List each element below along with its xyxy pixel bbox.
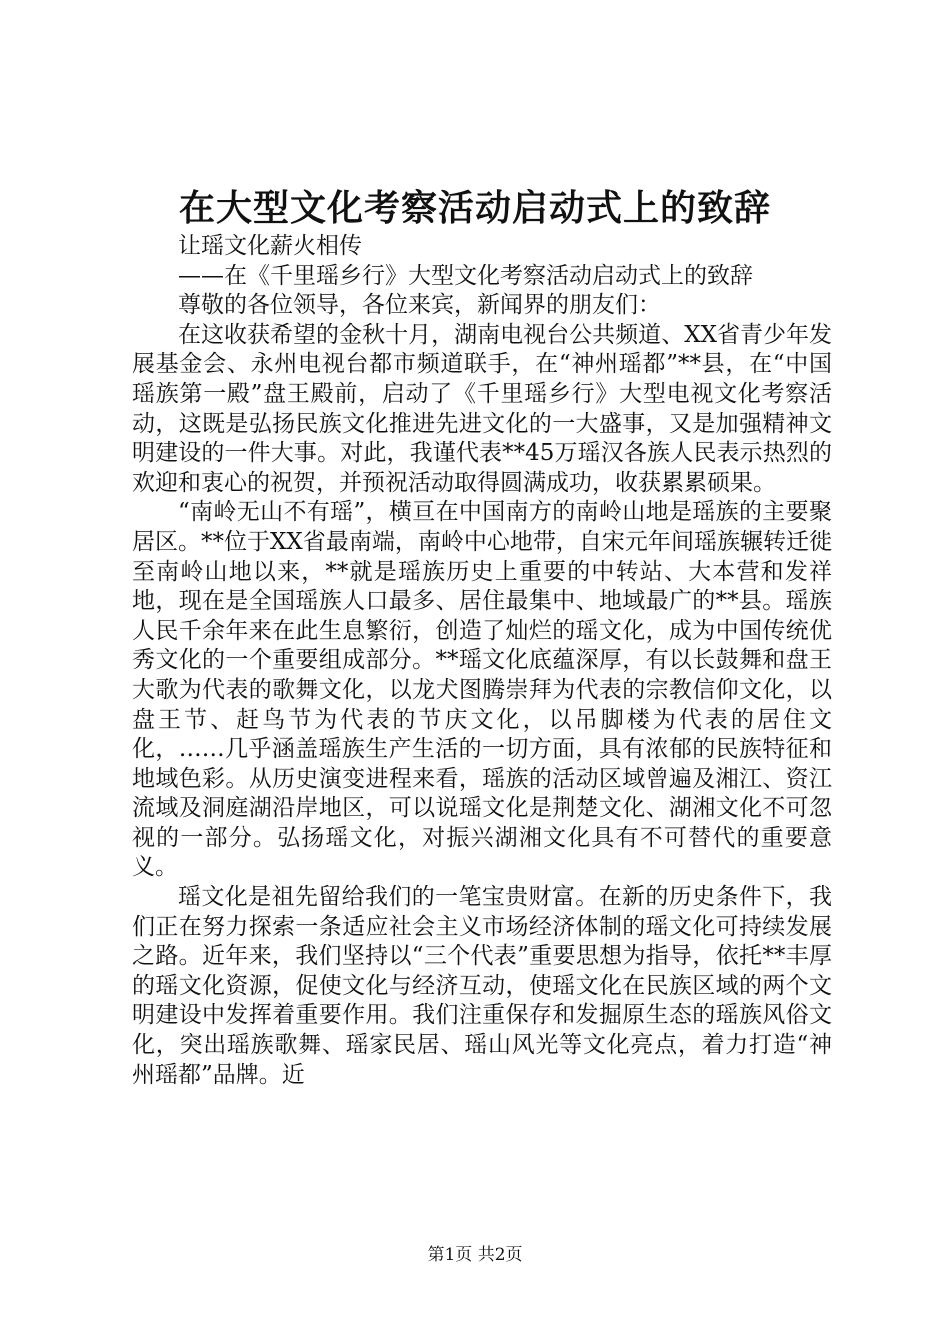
salutation: 尊敬的各位领导，各位来宾，新闻界的朋友们： [178,292,661,319]
paragraph: 瑶文化是祖先留给我们的一笔宝贵财富。在新的历史条件下，我们正在努力探索一条适应社会主义市场经济体制的瑶文化可持续发展之路。近年来，我们坚持以“三个代表”重要思想为指导，依托**丰厚的瑶文化资源，促使文化与经济互动，使瑶文化在民族区域的两个文明建设中发挥着重要作用。我们注重保存和发掘原生态的瑶族风俗文化，突出瑶族歌舞、瑶家民居、瑶山风光等文化亮点，着力打造“神州瑶都”品牌。近 [132,884,832,1088]
subtitle-note: ——在《千里瑶乡行》大型文化考察活动启动式上的致辞 [178,262,753,289]
document-title: 在大型文化考察活动启动式上的致辞 [178,187,771,229]
subtitle: 让瑶文化薪火相传 [178,233,362,259]
page-indicator: 第1页 共2页 [427,1245,523,1265]
document-body [132,232,832,1090]
paragraph: “南岭无山不有瑶”，横亘在中国南方的南岭山地是瑶族的主要聚居区。**位于XX省最南端，南岭中心地带，自宋元年间瑶族辗转迁徙至南岭山地以来，**就是瑶族历史上重要的中转站、大本营和发祥地，现在是全国瑶族人口最多、居住最集中、地域最广的**县。瑶族人民千余年来在此生息繁衍，创造了灿烂的瑶文化，成为中国传统优秀文化的一个重要组成部分。**瑶文化底蕴深厚，有以长鼓舞和盘王大歌为代表的歌舞文化，以龙犬图腾崇拜为代表的宗教信仰文化，以盘王节、赶鸟节为代表的节庆文化，以吊脚楼为代表的居住文化，……几乎涵盖瑶族生产生活的一切方面，具有浓郁的民族特征和地域色彩。从历史演变进程来看，瑶族的活动区域曾遍及湘江、资江流域及洞庭湖沿岸地区，可以说瑶文化是荆楚文化、湖湘文化不可忽视的一部分。弘扬瑶文化，对振兴湖湘文化具有不可替代的重要意义。 [132,499,832,881]
paragraph: 在这收获希望的金秋十月，湖南电视台公共频道、XX省青少年发展基金会、永州电视台都市频道联手，在“神州瑶都”**县，在“中国瑶族第一殿”盘王殿前，启动了《千里瑶乡行》大型电视文化考察活动，这既是弘扬民族文化推进先进文化的一大盛事，又是加强精神文明建设的一件大事。对此，我谨代表**45万瑶汉各族人民表示热烈的欢迎和衷心的祝贺，并预祝活动取得圆满成功，收获累累硕果。 [132,321,832,496]
